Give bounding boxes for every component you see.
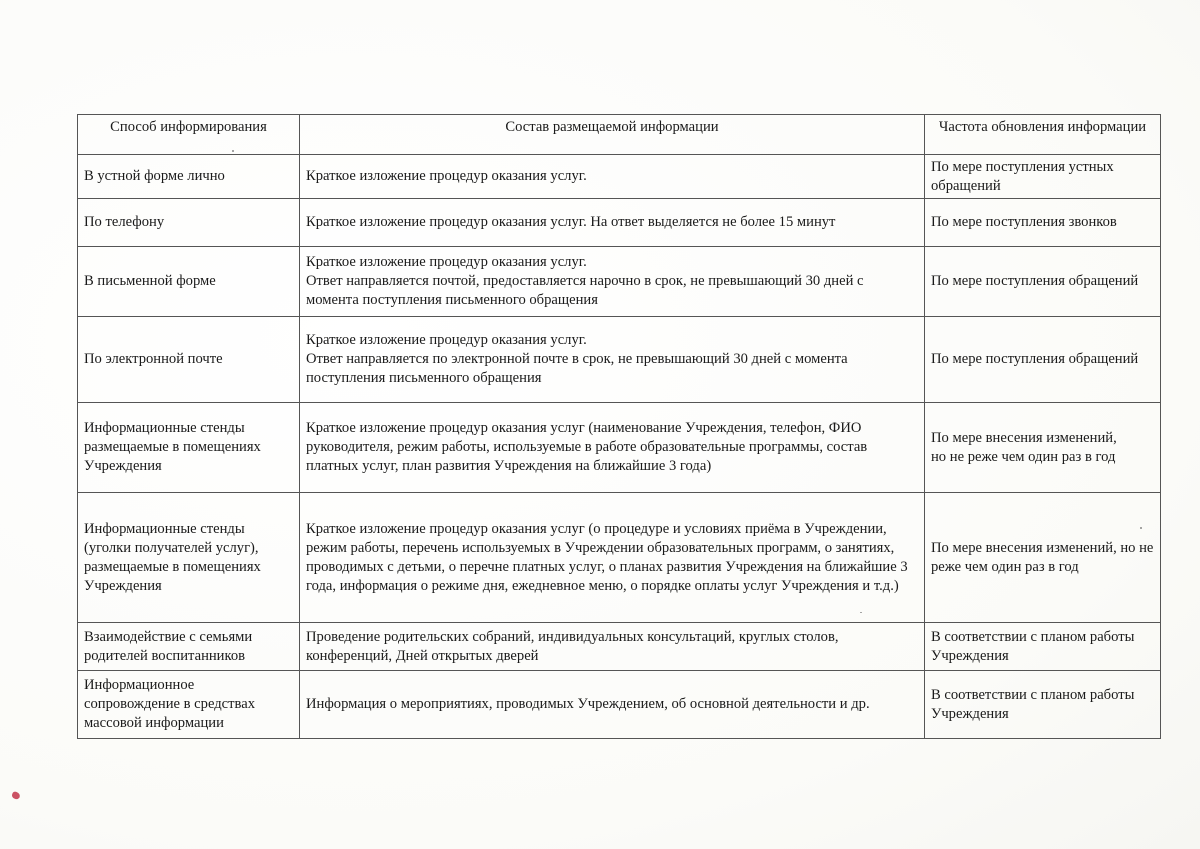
cell-method: Информационные стенды размещаемые в помещениях Учреждения [78, 403, 300, 493]
cell-content: Краткое изложение процедур оказания услуг. На ответ выделяется не более 15 минут [300, 199, 925, 247]
cell-frequency: По мере поступления обращений [925, 247, 1161, 317]
cell-frequency: В соответствии с планом работы Учреждения [925, 671, 1161, 739]
cell-method: По телефону [78, 199, 300, 247]
cell-content: Краткое изложение процедур оказания услуг. Ответ направляется по электронной почте в срок, не превышающий 30 дней с момента поступления письменного обращения [300, 317, 925, 403]
cell-content: Краткое изложение процедур оказания услуг. [300, 155, 925, 199]
table-row [78, 403, 1161, 493]
cell-frequency: По мере поступления обращений [925, 317, 1161, 403]
cell-frequency: По мере поступления устных обращений [925, 155, 1161, 199]
header-content: Состав размещаемой информации [300, 115, 925, 155]
cell-method: В устной форме лично [78, 155, 300, 199]
table-row [78, 623, 1161, 671]
table-header [78, 115, 1161, 155]
cell-frequency: По мере внесения изменений, но не реже чем один раз в год [925, 403, 1161, 493]
table-row [78, 317, 1161, 403]
table-row [78, 671, 1161, 739]
cell-method: В письменной форме [78, 247, 300, 317]
cell-frequency: По мере поступления звонков [925, 199, 1161, 247]
header-frequency: Частота обновления информации [925, 115, 1161, 155]
cell-method: По электронной почте [78, 317, 300, 403]
cell-content: Информация о мероприятиях, проводимых Учреждением, об основной деятельности и др. [300, 671, 925, 739]
table-row [78, 247, 1161, 317]
cell-method: Взаимодействие с семьями родителей воспитанников [78, 623, 300, 671]
cell-method: Информационное сопровождение в средствах массовой информации [78, 671, 300, 739]
information-table [77, 114, 1161, 739]
cell-content: Краткое изложение процедур оказания услуг (наименование Учреждения, телефон, ФИО руководителя, режим работы, используемые в работе образовательные программы, состав платных услуг, план развития Учреждения на ближайшие 3 года) [300, 403, 925, 493]
header-method: Способ информирования [78, 115, 300, 155]
table-row [78, 199, 1161, 247]
cell-content: Проведение родительских собраний, индивидуальных консультаций, круглых столов, конференций, Дней открытых дверей [300, 623, 925, 671]
cell-method: Информационные стенды (уголки получателей услуг), размещаемые в помещениях Учреждения [78, 493, 300, 623]
table-row [78, 155, 1161, 199]
cell-frequency: По мере внесения изменений, но не реже чем один раз в год [925, 493, 1161, 623]
cell-content: Краткое изложение процедур оказания услуг. Ответ направляется почтой, предоставляется нарочно в срок, не превышающий 30 дней с момента поступления письменного обращения [300, 247, 925, 317]
table-row [78, 493, 1161, 623]
cell-frequency: В соответствии с планом работы Учреждения [925, 623, 1161, 671]
table-body [78, 155, 1161, 739]
cell-content: Краткое изложение процедур оказания услуг (о процедуре и условиях приёма в Учреждении, режим работы, перечень используемых в Учреждении образовательных программ, о занятиях, проводимых с детьми, о перечне платных услуг, о планах развития Учреждения на ближайшие 3 года, информация о режиме дня, ежедневное меню, о порядке оплаты услуг Учреждения и т.д.) [300, 493, 925, 623]
